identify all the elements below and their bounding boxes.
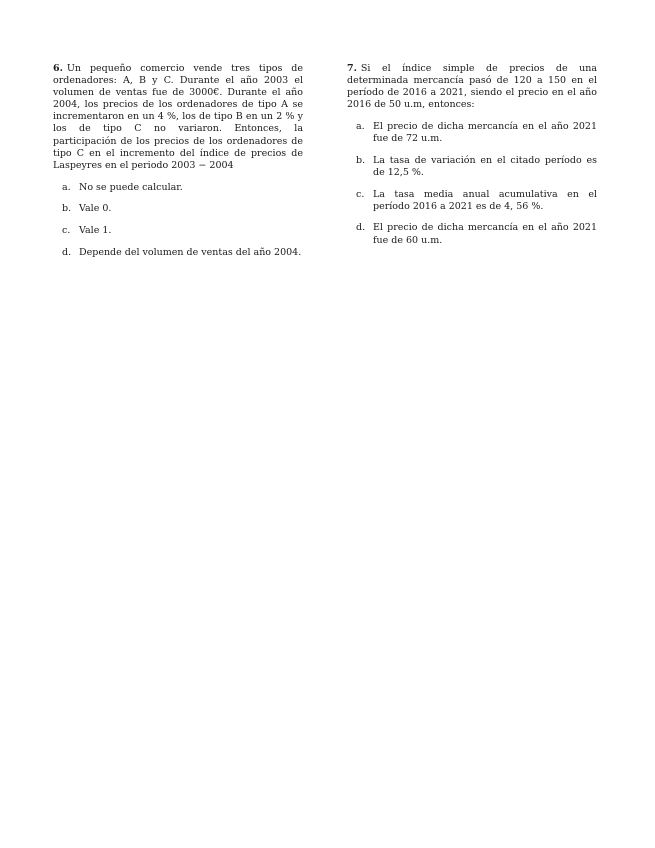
option-letter: b.	[356, 155, 366, 167]
question-stem	[53, 63, 303, 172]
option-letter: c.	[62, 225, 71, 237]
option-letter: a.	[62, 181, 71, 193]
option-letter: d.	[62, 246, 72, 258]
option-text: No se puede calcular.	[79, 181, 183, 193]
answer-option-b[interactable]	[347, 155, 597, 179]
answer-option-d[interactable]	[347, 222, 597, 246]
answer-option-a[interactable]	[53, 182, 303, 194]
option-text: Depende del volumen de ventas del año 2004.	[79, 246, 302, 258]
answer-option-c[interactable]	[347, 189, 597, 213]
option-text: Vale 0.	[79, 203, 112, 215]
option-letter: c.	[356, 188, 365, 200]
answer-option-d[interactable]	[53, 247, 303, 259]
answer-options	[53, 182, 303, 259]
option-text: Vale 1.	[79, 225, 112, 237]
answer-option-c[interactable]	[53, 225, 303, 237]
answer-option-a[interactable]	[347, 121, 597, 145]
question-6	[53, 63, 303, 268]
question-number: 6.	[53, 63, 63, 74]
question-stem	[347, 63, 597, 111]
answer-options	[347, 121, 597, 246]
question-7	[347, 63, 597, 256]
option-letter: a.	[356, 121, 365, 133]
option-letter: b.	[62, 203, 72, 215]
option-text: La tasa media anual acumulativa en el período 2016 a 2021 es de 4, 56 %.	[373, 188, 597, 212]
question-text: Un pequeño comercio vende tres tipos de ordenadores: A, B y C. Durante el año 2003 el volumen de ventas fue de 3000€. Durante el año 2004, los precios de los ordenadores de tipo A se incrementaron en un 4 %, los de tipo B en un 2 % y los de tipo C no variaron. Entonces, la participación de los precios de los ordenadores de tipo C en el incremento del índice de precios de Laspeyres en el periodo 2003 − 2004	[53, 63, 303, 171]
option-text: El precio de dicha mercancía en el año 2021 fue de 60 u.m.	[373, 222, 597, 246]
option-text: La tasa de variación en el citado período es de 12,5 %.	[373, 155, 597, 179]
question-text: Si el índice simple de precios de una determinada mercancía pasó de 120 a 150 en el período de 2016 a 2021, siendo el precio en el año 2016 de 50 u.m, entonces:	[347, 63, 597, 111]
option-text: El precio de dicha mercancía en el año 2021 fue de 72 u.m.	[373, 121, 597, 145]
answer-option-b[interactable]	[53, 203, 303, 215]
option-letter: d.	[356, 222, 366, 234]
question-number: 7.	[347, 63, 357, 74]
